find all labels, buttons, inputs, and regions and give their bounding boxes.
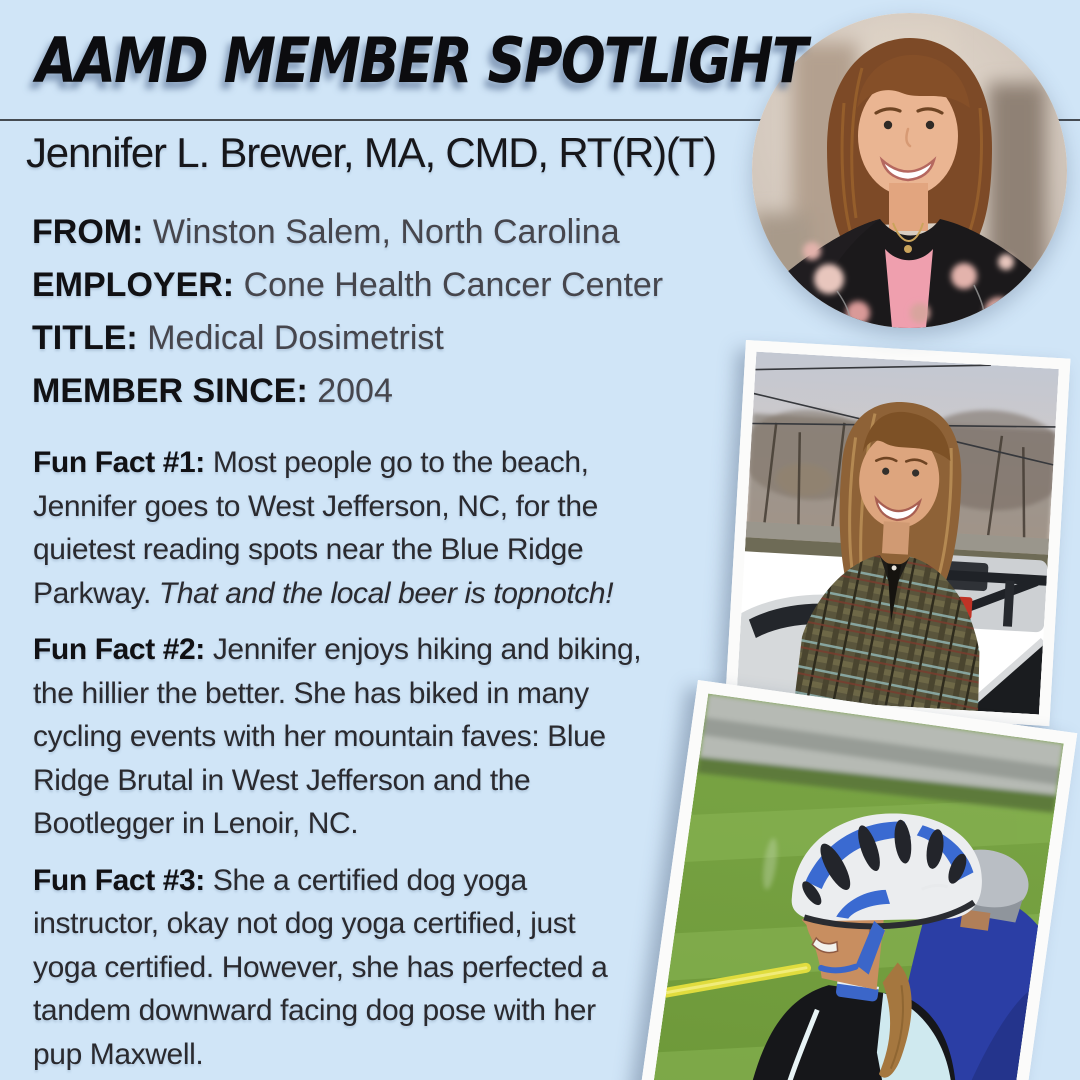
fun-fact-text: cycling events with her mountain faves: Blue	[33, 720, 606, 753]
fun-fact-line	[33, 628, 641, 672]
fun-facts	[33, 441, 641, 1080]
info-label: FROM:	[32, 213, 144, 251]
fun-fact-line	[33, 902, 641, 946]
fun-fact-text: Ridge Brutal in West Jefferson and the	[33, 763, 531, 797]
fun-fact-text: That and the local beer is topnotch!	[158, 576, 614, 610]
fun-fact-text: She a certified dog yoga	[212, 863, 527, 897]
fun-fact-line	[33, 441, 641, 485]
fun-fact-line	[33, 859, 641, 903]
info-value: Winston Salem, North Carolina	[143, 213, 620, 251]
fun-fact-line	[33, 759, 641, 803]
fun-fact-text: tandem downward facing dog pose with her	[33, 994, 596, 1027]
info-row	[32, 321, 663, 355]
fun-fact	[33, 859, 641, 1077]
outdoor-illustration	[736, 352, 1058, 715]
info-list	[32, 215, 663, 427]
fun-fact-text: the hillier the better. She has biked in many	[33, 676, 589, 710]
fun-fact-text: Most people go to the beach,	[212, 446, 589, 479]
member-outdoor-photo	[725, 340, 1071, 726]
fun-fact-label: Fun Fact #3:	[33, 863, 205, 897]
fun-fact-label: Fun Fact #1:	[33, 446, 205, 479]
info-value: Cone Health Cancer Center	[234, 266, 664, 304]
info-label: MEMBER SINCE:	[32, 372, 308, 410]
fun-fact-line	[33, 572, 641, 616]
fun-fact-text: Parkway.	[33, 576, 159, 610]
member-name: Jennifer L. Brewer, MA, CMD, RT(R)(T)	[26, 129, 716, 176]
info-value: Medical Dosimetrist	[137, 319, 444, 357]
fun-fact-text: yoga certified. However, she has perfected a	[33, 950, 608, 984]
fun-fact-text: quietest reading spots near the Blue Ridge	[33, 533, 584, 566]
member-cycling-photo	[638, 680, 1077, 1080]
fun-fact-line	[33, 1033, 641, 1077]
info-row	[32, 374, 663, 408]
fun-fact-text: Jennifer enjoys hiking and biking,	[212, 633, 642, 666]
fun-fact-line	[33, 485, 641, 529]
fun-fact-label: Fun Fact #2:	[33, 633, 205, 666]
fun-fact-line	[33, 989, 641, 1033]
page-title: AAMD MEMBER SPOTLIGHT	[36, 24, 807, 97]
fun-fact-text: Jennifer goes to West Jefferson, NC, for the	[33, 489, 598, 523]
fun-fact	[33, 628, 641, 846]
fun-fact-line	[33, 946, 641, 990]
fun-fact-text: pup Maxwell.	[33, 1037, 204, 1071]
fun-fact-text: Bootlegger in Lenoir, NC.	[33, 807, 359, 840]
fun-fact-line	[33, 528, 641, 572]
fun-fact-line	[33, 802, 641, 846]
fun-fact-line	[33, 672, 641, 716]
fun-fact-line	[33, 715, 641, 759]
info-label: EMPLOYER:	[32, 266, 235, 304]
info-value: 2004	[307, 372, 393, 410]
info-row	[32, 215, 663, 249]
info-row	[32, 268, 663, 302]
info-label: TITLE:	[32, 319, 138, 357]
fun-fact-text: instructor, okay not dog yoga certified, just	[33, 907, 576, 940]
fun-fact	[33, 441, 641, 615]
cycling-illustration	[652, 694, 1064, 1080]
